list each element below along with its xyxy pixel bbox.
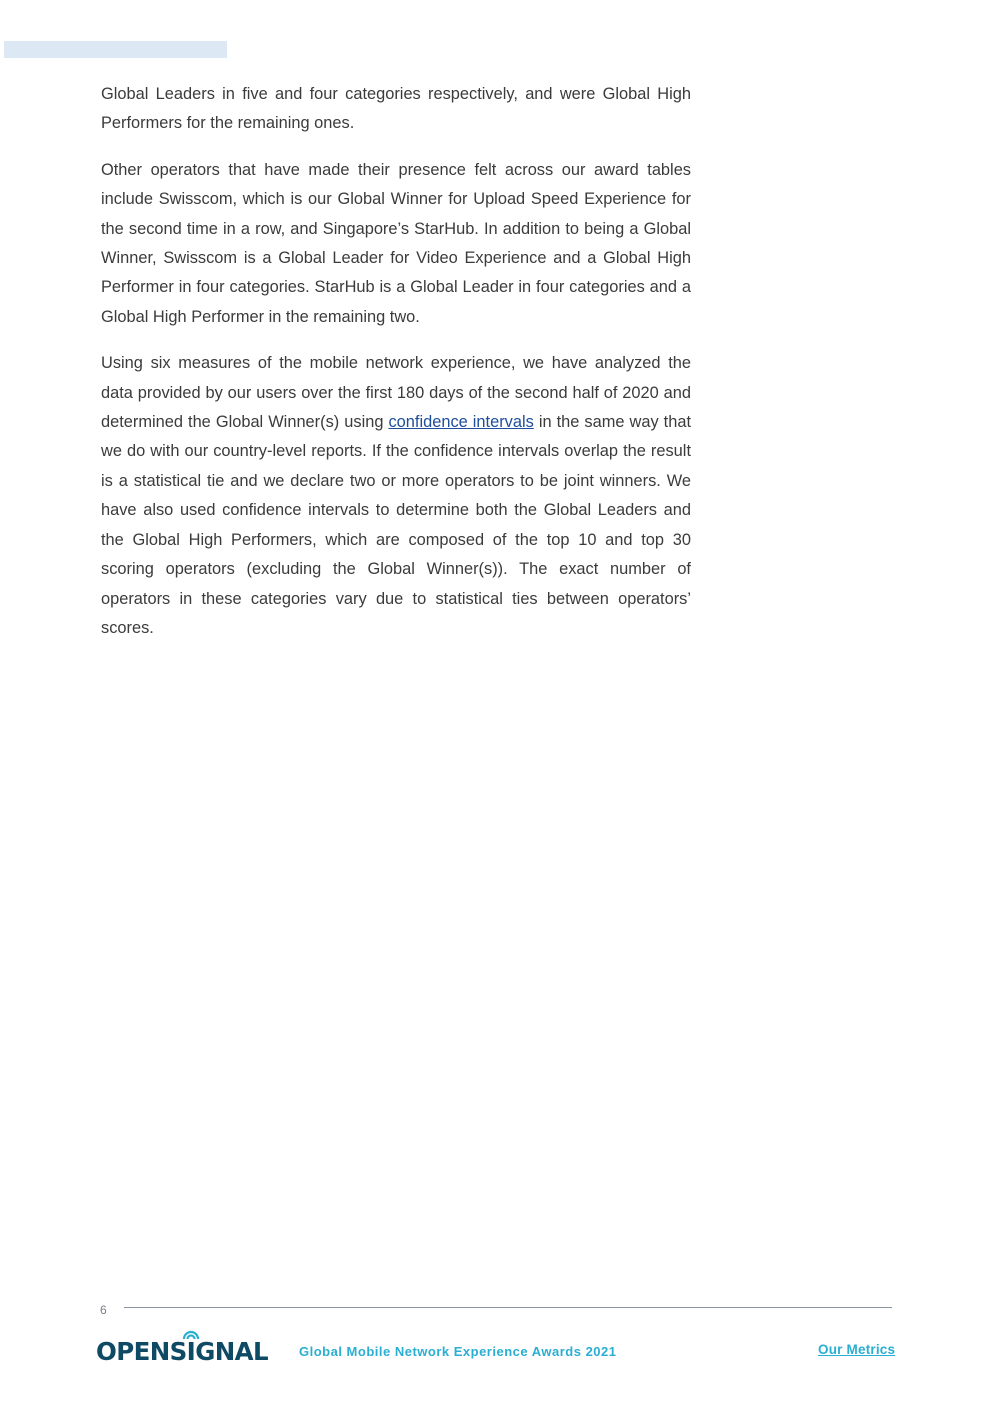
page-number: 6 [100, 1303, 107, 1317]
header-highlight-bar [4, 41, 227, 58]
confidence-intervals-link[interactable]: confidence intervals [388, 413, 534, 432]
signal-icon [181, 1329, 201, 1341]
logo-text-part-1: OPENS [96, 1337, 187, 1366]
paragraph-2: Other operators that have made their presence felt across our award tables include Swisscom, which is our Global Winner for Upload Speed Experience for the second time in a row, and Singapore’s StarHub. In addition to being a Global Winner, Swisscom is a Global Leader for Video Experience and a Global High Performer in four categories. StarHub is a Global Leader in four categories and a Global High Performer in the remaining two. [101, 160, 691, 326]
logo-text-part-2: GNAL [195, 1337, 268, 1366]
logo-text-i: I [186, 1337, 196, 1366]
our-metrics-link[interactable]: Our Metrics [818, 1342, 896, 1357]
paragraph-3 [101, 349, 691, 643]
logo-signal-i [187, 1337, 196, 1367]
paragraph-3-text-b: in the same way that we do with our country-level reports. If the confidence intervals overlap the result is a statistical tie and we declare two or more operators to be joint winners. We have also used confidence intervals to determine both the Global Leaders and the Global High Performers, which are composed of the top 10 and top 30 scoring operators (excluding the Global Winner(s)). The exact number of operators in these categories vary due to statistical ties between operators’ scores. [101, 413, 691, 637]
footer-divider [124, 1307, 892, 1308]
opensignal-logo [96, 1333, 268, 1367]
paragraph-1: Global Leaders in five and four categories respectively, and were Global High Performers for the remaining ones. [101, 85, 691, 133]
footer-report-title: Global Mobile Network Experience Awards 2021 [299, 1344, 617, 1359]
main-content [101, 80, 691, 660]
paragraph-3-text-a: Using six measures of the mobile network experience, we have analyzed the data provided by our users over the first 180 days of the second half of 2020 and determined the Global Winner(s) using [101, 354, 691, 432]
logo-wordmark [96, 1337, 268, 1367]
